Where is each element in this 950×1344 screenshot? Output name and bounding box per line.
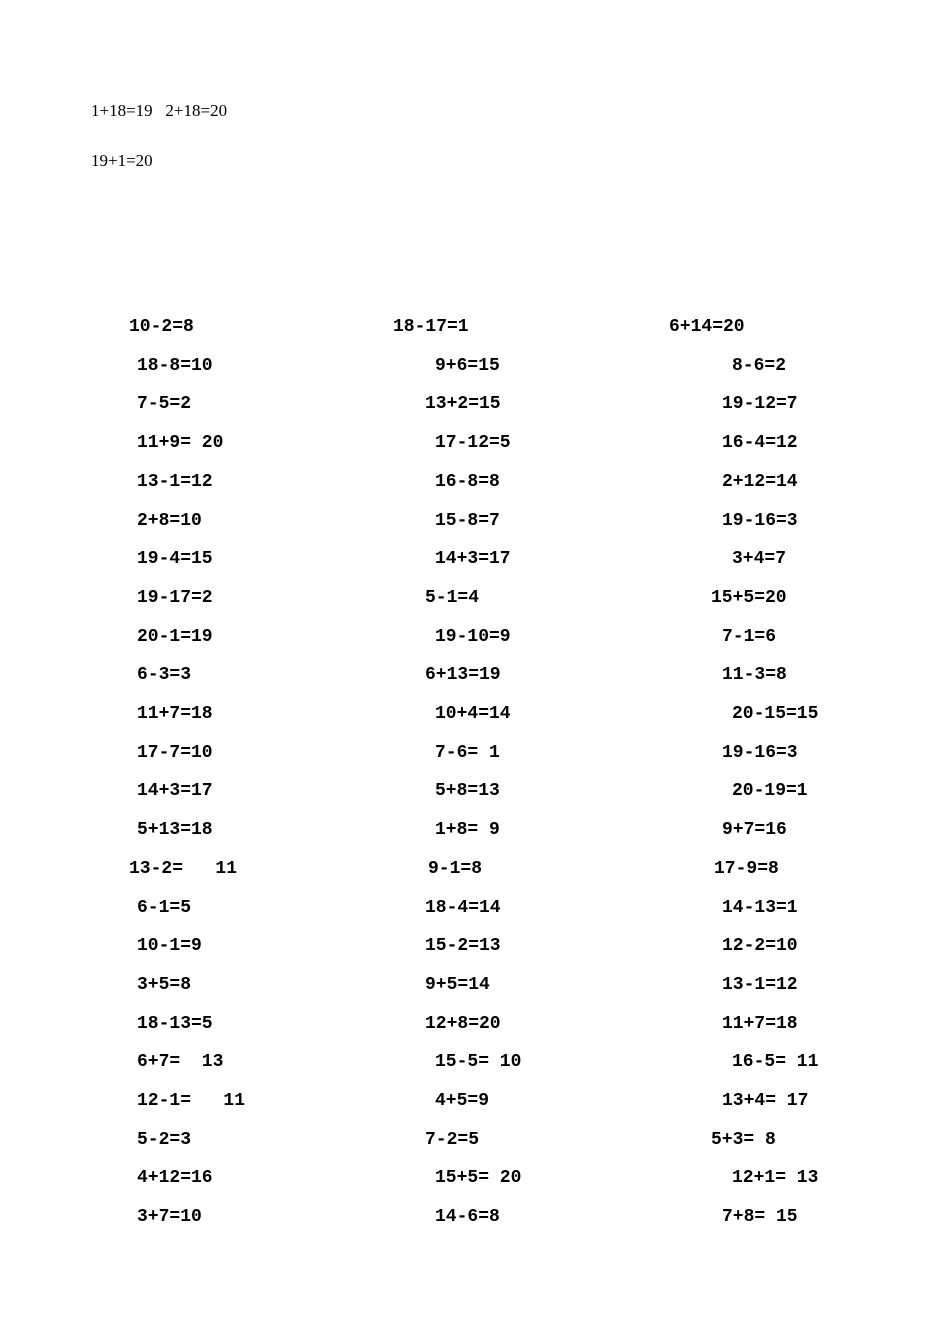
problem-item: 12+8=20 [425, 1014, 501, 1034]
intro-line-2: 19+1=20 [91, 151, 153, 170]
problem-item: 10+4=14 [435, 704, 511, 724]
problem-item: 1+8= 9 [435, 820, 500, 840]
problem-item: 5+3= 8 [711, 1130, 776, 1150]
problem-item: 14+3=17 [137, 781, 213, 801]
problem-item: 6-1=5 [137, 898, 192, 918]
problem-item: 17-7=10 [137, 743, 213, 763]
problem-item: 13-1=12 [137, 472, 213, 492]
problem-item: 13+2=15 [425, 394, 501, 414]
problem-item: 2+8=10 [137, 511, 202, 531]
problem-item: 11+7=18 [137, 704, 213, 724]
problem-item: 16-4=12 [722, 433, 798, 453]
problem-item: 9-1=8 [428, 859, 483, 879]
problem-item: 3+4=7 [732, 549, 787, 569]
problem-item: 19-17=2 [137, 588, 213, 608]
problem-item: 7+8= 15 [722, 1207, 798, 1227]
arithmetic-worksheet [0, 316, 950, 1236]
problem-item: 15-2=13 [425, 936, 501, 956]
problem-item: 11+7=18 [722, 1014, 798, 1034]
problem-item: 2+12=14 [722, 472, 798, 492]
problem-item: 3+5=8 [137, 975, 192, 995]
problem-item: 12-1= 11 [137, 1091, 246, 1111]
problem-item: 19-16=3 [722, 511, 798, 531]
problem-item: 12+1= 13 [732, 1168, 819, 1188]
problem-item: 13-2= 11 [129, 859, 238, 879]
problem-item: 14+3=17 [435, 549, 511, 569]
problem-item: 19-4=15 [137, 549, 213, 569]
problem-item: 7-6= 1 [435, 743, 500, 763]
problem-item: 10-1=9 [137, 936, 202, 956]
problem-item: 5-1=4 [425, 588, 480, 608]
problem-item: 19-12=7 [722, 394, 798, 414]
problem-item: 18-17=1 [393, 317, 469, 337]
problem-item: 14-6=8 [435, 1207, 500, 1227]
problem-item: 18-4=14 [425, 898, 501, 918]
problem-item: 9+6=15 [435, 356, 500, 376]
problem-item: 13+4= 17 [722, 1091, 809, 1111]
problem-item: 9+7=16 [722, 820, 787, 840]
problem-item: 7-2=5 [425, 1130, 480, 1150]
problem-item: 5+13=18 [137, 820, 213, 840]
intro-line-1: 1+18=19 2+18=20 [91, 101, 228, 120]
problem-item: 6+13=19 [425, 665, 501, 685]
problem-item: 6-3=3 [137, 665, 192, 685]
problem-item: 11+9= 20 [137, 433, 224, 453]
problem-item: 9+5=14 [425, 975, 490, 995]
problem-item: 5+8=13 [435, 781, 500, 801]
problem-item: 19-10=9 [435, 627, 511, 647]
problem-item: 7-1=6 [722, 627, 777, 647]
problem-item: 14-13=1 [722, 898, 798, 918]
problem-item: 17-9=8 [714, 859, 779, 879]
problem-item: 7-5=2 [137, 394, 192, 414]
problem-item: 15+5=20 [711, 588, 787, 608]
problem-item: 10-2=8 [129, 317, 194, 337]
problem-item: 5-2=3 [137, 1130, 192, 1150]
problem-item: 8-6=2 [732, 356, 787, 376]
problem-item: 17-12=5 [435, 433, 511, 453]
problem-item: 20-15=15 [732, 704, 819, 724]
problem-item: 18-8=10 [137, 356, 213, 376]
problem-item: 18-13=5 [137, 1014, 213, 1034]
problem-item: 20-1=19 [137, 627, 213, 647]
problem-item: 19-16=3 [722, 743, 798, 763]
problem-item: 20-19=1 [732, 781, 808, 801]
problem-item: 4+12=16 [137, 1168, 213, 1188]
problem-item: 16-8=8 [435, 472, 500, 492]
problem-item: 15-5= 10 [435, 1052, 522, 1072]
problem-item: 13-1=12 [722, 975, 798, 995]
problem-item: 11-3=8 [722, 665, 787, 685]
problem-item: 4+5=9 [435, 1091, 490, 1111]
problem-item: 6+14=20 [669, 317, 745, 337]
problem-item: 3+7=10 [137, 1207, 202, 1227]
problem-item: 15-8=7 [435, 511, 500, 531]
problem-item: 12-2=10 [722, 936, 798, 956]
problem-item: 15+5= 20 [435, 1168, 522, 1188]
problem-item: 16-5= 11 [732, 1052, 819, 1072]
problem-item: 6+7= 13 [137, 1052, 224, 1072]
